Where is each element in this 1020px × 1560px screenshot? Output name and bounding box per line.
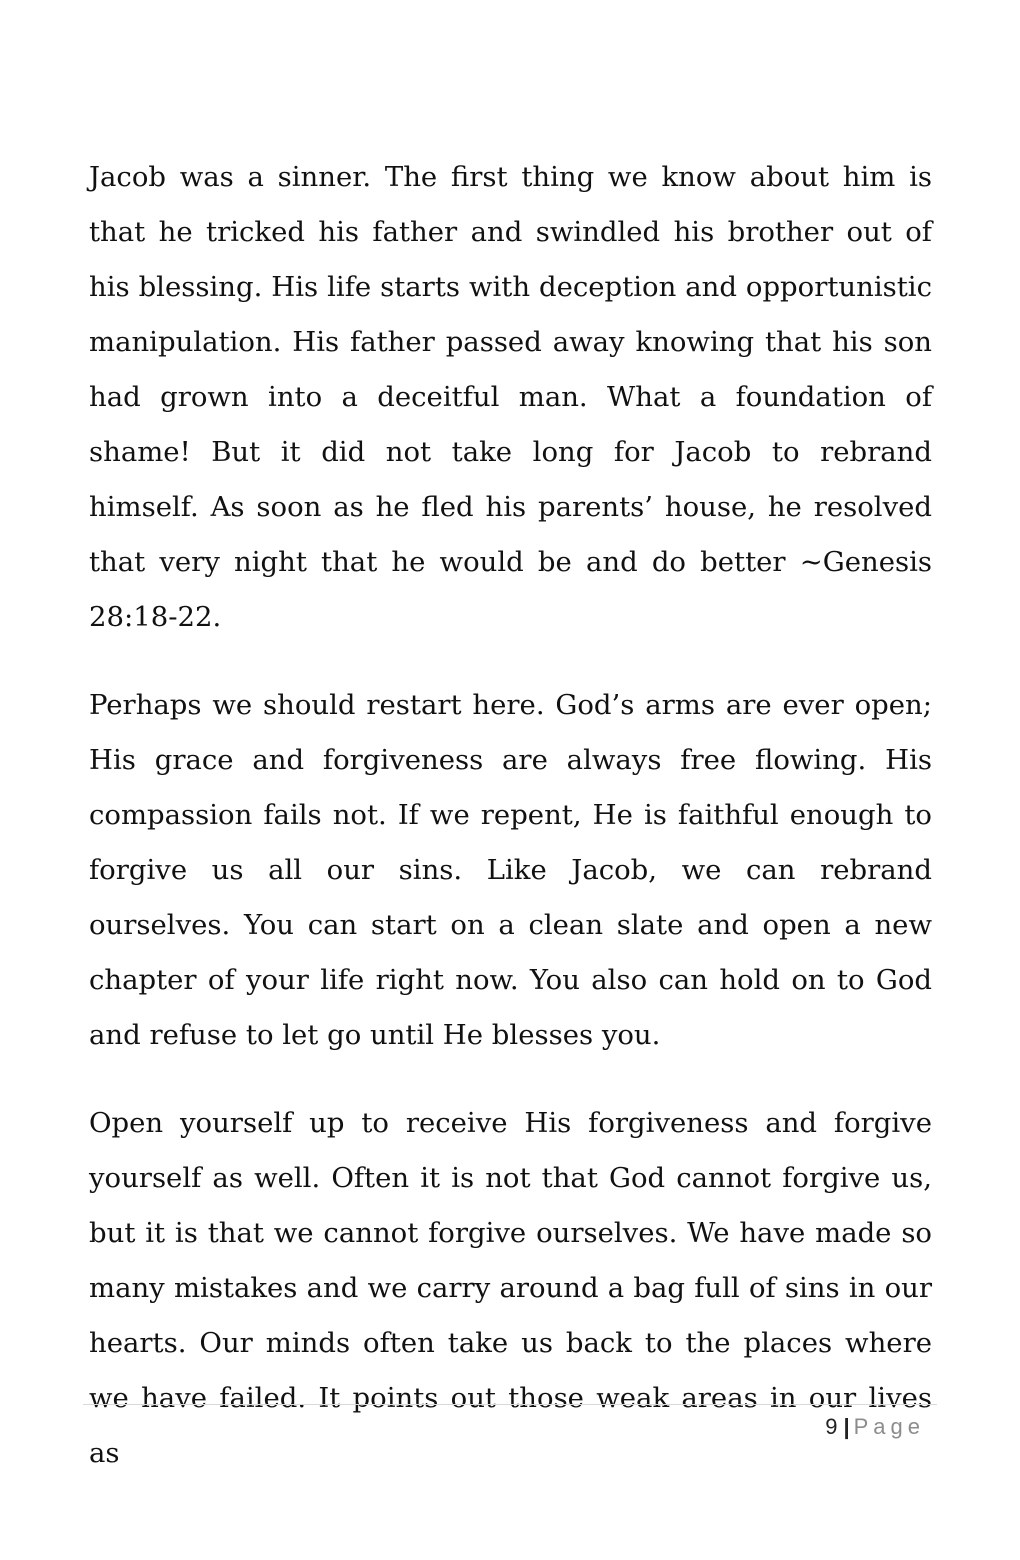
paragraph-3: Open yourself up to receive His forgiveness and forgive yourself as well. Often it is not that God cannot forgive us, but it is that we cannot forgive ourselves. We have made so many mistakes and we carry around a bag full of sins in our hearts. Our minds often take us back to the places where we have failed. It points out those weak areas in our lives as <box>89 1107 932 1469</box>
footer-separator: | <box>843 1414 850 1439</box>
page-label: Page <box>853 1414 925 1439</box>
page-number: 9 <box>825 1414 838 1439</box>
body-text <box>89 150 932 1514</box>
footer-divider <box>83 1404 937 1405</box>
paragraph-1: Jacob was a sinner. The first thing we know about him is that he tricked his father and swindled his brother out of his blessing. His life starts with deception and opportunistic manipulation. His father passed away knowing that his son had grown into a deceitful man. What a foundation of shame! But it did not take long for Jacob to rebrand himself. As soon as he fled his parents’ house, he resolved that very night that he would be and do better ~Genesis 28:18-22. <box>89 161 932 633</box>
paragraph-2: Perhaps we should restart here. God’s arms are ever open; His grace and forgiveness are always free flowing. His compassion fails not. If we repent, He is faithful enough to forgive us all our sins. Like Jacob, we can rebrand ourselves. You can start on a clean slate and open a new chapter of your life right now. You also can hold on to God and refuse to let go until He blesses you. <box>89 689 932 1051</box>
page-footer <box>825 1412 925 1442</box>
